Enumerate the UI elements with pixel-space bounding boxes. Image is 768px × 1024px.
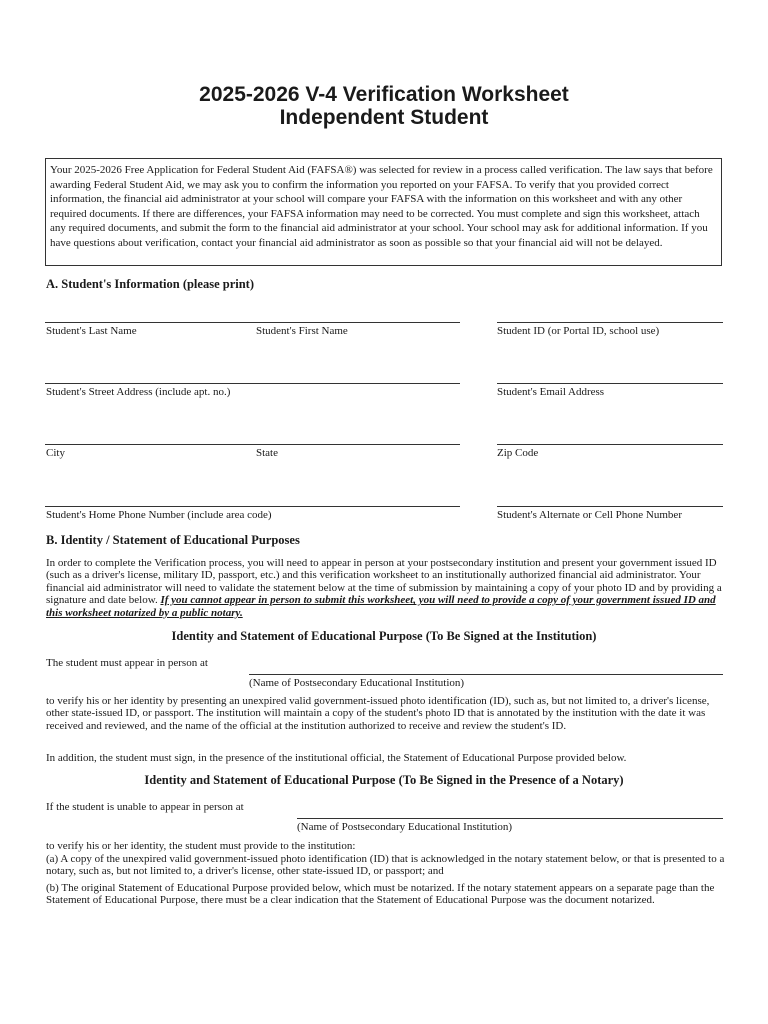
notary-requirement-text: If you cannot appear in person to submit this worksheet, you will need to provide a copy of your government issued ID and this worksheet notarized by a public notary. xyxy=(46,594,716,619)
home-phone-line[interactable] xyxy=(45,506,460,507)
institution-name-label: (Name of Postsecondary Educational Institution) xyxy=(249,677,465,689)
intro-box: Your 2025-2026 Free Application for Federal Student Aid (FAFSA®) was selected for review in a process called verification. The law says that before awarding Federal Student Aid, we may ask you to confirm the information you reported on your FAFSA. To verify that you provided correct information, the financial aid administrator at your school will compare your FAFSA with the information on this worksheet and with any other required documents. If there are differences, your FAFSA information may need to be corrected. You must complete and sign this worksheet, attach any required documents, and submit the form to the financial aid administrator at your school. Your school may ask for additional information. If you have questions about verification, contact your financial aid administrator as soon as possible so that your financial aid will not be delayed. xyxy=(45,158,722,266)
institution-paragraph: to verify his or her identity by presenting an unexpired valid government-issued photo identification (ID), such as, but not limited to, a driver's license, other state-issued ID, or passport. The institution will maintain a copy of the student's photo ID that is annotated by the institution with the date it was received and reviewed, and the name of the official at the institution authorized to receive and review the student's ID. xyxy=(46,695,710,732)
section-b-heading: B. Identity / Statement of Educational Purposes xyxy=(46,533,300,547)
notary-lead-text: If the student is unable to appear in person at xyxy=(46,801,244,813)
home-phone-label: Student's Home Phone Number (include area code) xyxy=(46,509,272,521)
city-state-line[interactable] xyxy=(45,444,460,445)
notary-item-b: (b) The original Statement of Educational Purpose provided below, which must be notarized. If the notary statement appears on a separate page than the Statement of Educational Purpose, there must be a clear indication that the Statement of Educational Purpose was the document notarized. xyxy=(46,882,715,907)
notary-subheading: Identity and Statement of Educational Purpose (To Be Signed in the Presence of a Notary) xyxy=(144,773,624,787)
city-label: City xyxy=(46,447,65,459)
notary-institution-line[interactable] xyxy=(297,818,723,819)
student-id-label: Student ID (or Portal ID, school use) xyxy=(497,325,660,337)
notary-item-a: (a) A copy of the unexpired valid government-issued photo identification (ID) that is acknowledged in the notary statement below, or that is presented to a notary, such as, but not limited to, a driver's license, other state-issued ID, or passport; and xyxy=(46,853,725,878)
email-label: Student's Email Address xyxy=(497,386,605,398)
institution-subheading: Identity and Statement of Educational Purpose (To Be Signed at the Institution) xyxy=(171,629,597,643)
name-line[interactable] xyxy=(45,322,460,323)
title-line-2: Independent Student xyxy=(279,106,489,129)
street-address-line[interactable] xyxy=(45,383,460,384)
alt-phone-label: Student's Alternate or Cell Phone Number xyxy=(497,509,682,521)
email-line[interactable] xyxy=(497,383,723,384)
section-b-paragraph xyxy=(46,557,726,619)
page-title xyxy=(0,83,768,129)
section-b-text: In order to complete the Verification process, you will need to appear in person at your postsecondary institution and present your government issued ID (such as a driver's license, military ID, passport, etc.) and this verification worksheet to an institutionally authorized financial aid administrator. Your financial aid administrator will need to validate the statement below at the time of submission by maintaining a copy of your photo ID and by providing a signature and date below. xyxy=(46,557,722,607)
institution-lead-text: The student must appear in person at xyxy=(46,657,208,669)
notary-verify-text: to verify his or her identity, the student must provide to the institution: xyxy=(46,840,356,852)
street-address-label: Student's Street Address (include apt. no.) xyxy=(46,386,231,398)
first-name-label: Student's First Name xyxy=(256,325,348,337)
student-id-line[interactable] xyxy=(497,322,723,323)
notary-institution-label: (Name of Postsecondary Educational Institution) xyxy=(297,821,513,833)
state-label: State xyxy=(256,447,278,459)
institution-addition-text: In addition, the student must sign, in the presence of the institutional official, the Statement of Educational Purpose provided below. xyxy=(46,752,627,764)
institution-name-line[interactable] xyxy=(249,674,723,675)
last-name-label: Student's Last Name xyxy=(46,325,137,337)
alt-phone-line[interactable] xyxy=(497,506,723,507)
title-line-1: 2025-2026 V-4 Verification Worksheet xyxy=(199,83,569,106)
section-a-heading: A. Student's Information (please print) xyxy=(46,277,254,291)
zip-line[interactable] xyxy=(497,444,723,445)
zip-label: Zip Code xyxy=(497,447,539,459)
